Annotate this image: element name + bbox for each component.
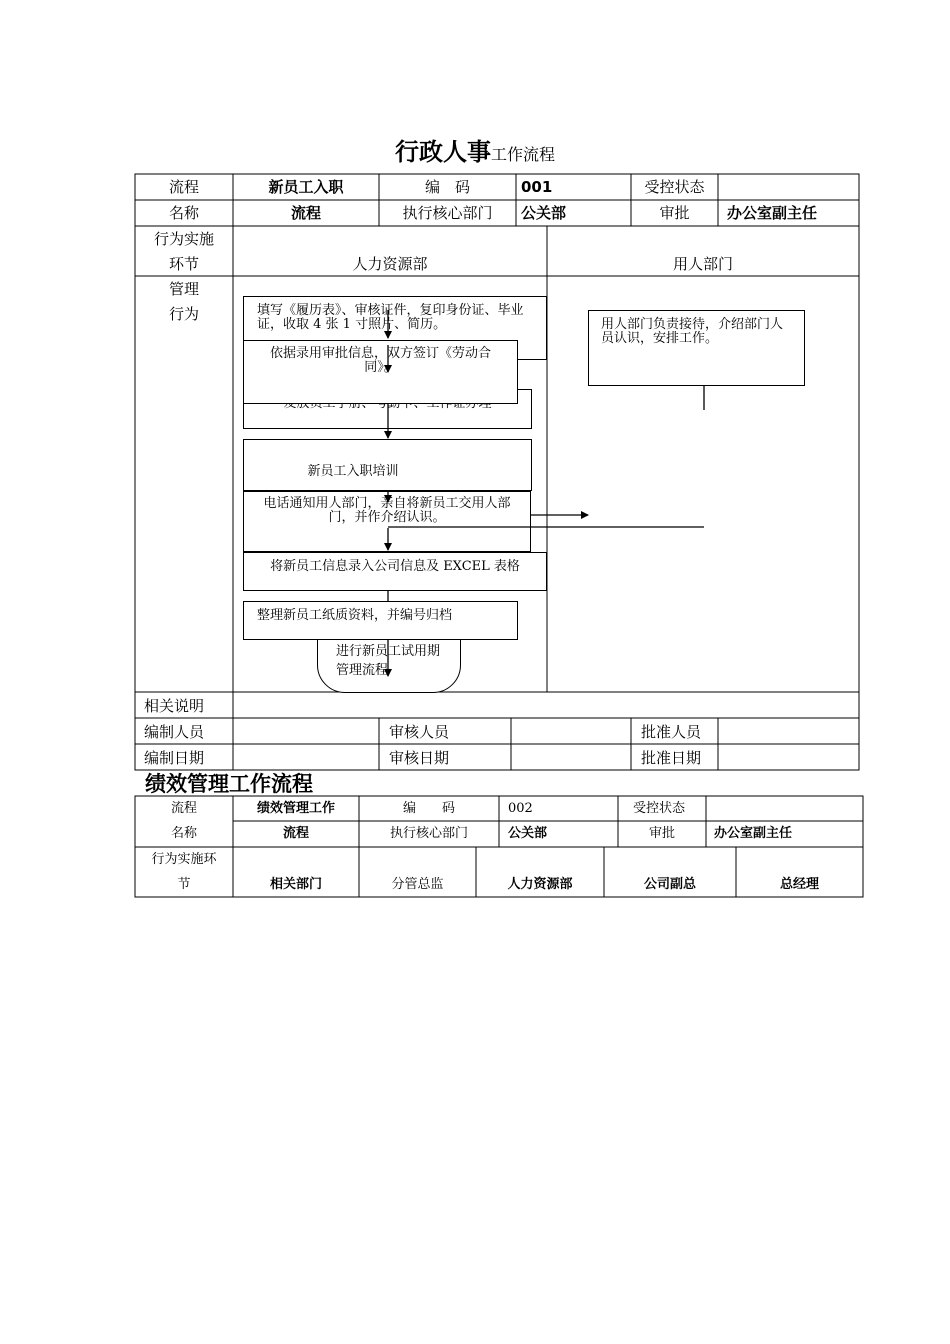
dept-label: 执行核心部门 [402,204,493,222]
t2-col-related-dept: 相关部门 [269,877,322,892]
t2-col-vice-president: 公司副总 [643,877,696,892]
t2-col-general-manager: 总经理 [779,877,819,892]
actors-label-line2: 环节 [168,255,199,273]
process-name-line1: 新员工入职 [268,178,344,196]
step-resume-text: 填写《履历表》、审核证件，复印身份证、毕业证，收取 4 张 1 寸照片、简历。 [257,303,524,332]
user-dept-reception-text: 用人部门负责接待，介绍部门人员认识，安排工作。 [601,317,784,346]
reviewed-by-label: 审核人员 [389,723,450,741]
lane-user-dept: 用人部门 [672,255,733,273]
step-notify-text: 电话通知用人部门，亲自将新员工交用人部门，并作介绍认识。 [263,496,511,525]
prepared-by-label: 编制人员 [144,723,205,741]
t2-actors-line2: 节 [177,877,191,892]
step-probation-text: 进行新员工试用期管理流程 [336,644,441,678]
lane-hr: 人力资源部 [352,255,428,273]
notes-label: 相关说明 [144,697,205,715]
t2-dept-label: 执行核心部门 [389,826,468,841]
t2-label-process: 流程 [170,801,197,816]
t2-label-name: 名称 [170,826,197,841]
t2-code-label: 编 码 [402,801,455,816]
title-suffix: 工作流程 [490,145,555,164]
t2-code-value: 002 [508,801,533,816]
step-excel-text: 将新员工信息录入公司信息及 EXCEL 表格 [270,559,520,574]
t2-name-line2: 流程 [282,826,309,841]
t2-col-hr: 人力资源部 [507,877,573,892]
step-training-text: 新员工入职培训 [307,464,399,479]
behavior-label-line2: 行为 [168,305,199,323]
t2-actors-line1: 行为实施环 [151,852,217,867]
step-archive-text: 整理新员工纸质资料，并编号归档 [257,608,453,623]
t2-dept-value: 公关部 [508,826,548,841]
actors-label-line1: 行为实施 [153,230,214,248]
section2-title: 绩效管理工作流程 [145,772,313,796]
reviewed-date-label: 审核日期 [389,749,450,767]
approved-by-label: 批准人员 [641,723,702,741]
title-main: 行政人事 [394,137,491,166]
t2-name-line1: 绩效管理工作 [256,801,335,816]
control-status-label: 受控状态 [644,178,705,196]
t2-control-label: 受控状态 [632,801,685,816]
label-process: 流程 [168,178,199,196]
process-name-line2: 流程 [290,204,321,222]
label-name: 名称 [168,204,199,222]
prepared-date-label: 编制日期 [144,749,205,767]
t2-approve-label: 审批 [648,826,675,841]
dept-value: 公关部 [521,204,567,222]
behavior-label-line1: 管理 [168,280,199,298]
code-value: 001 [521,178,553,196]
step-contract-text: 依据录用审批信息，双方签订《劳动合同》。 [269,346,491,375]
t2-col-director: 分管总监 [391,877,444,892]
code-label: 编 码 [424,178,470,196]
approve-label: 审批 [659,204,690,222]
approved-date-label: 批准日期 [641,749,702,767]
t2-approve-value: 办公室副主任 [714,826,793,841]
approve-value: 办公室副主任 [727,204,818,222]
